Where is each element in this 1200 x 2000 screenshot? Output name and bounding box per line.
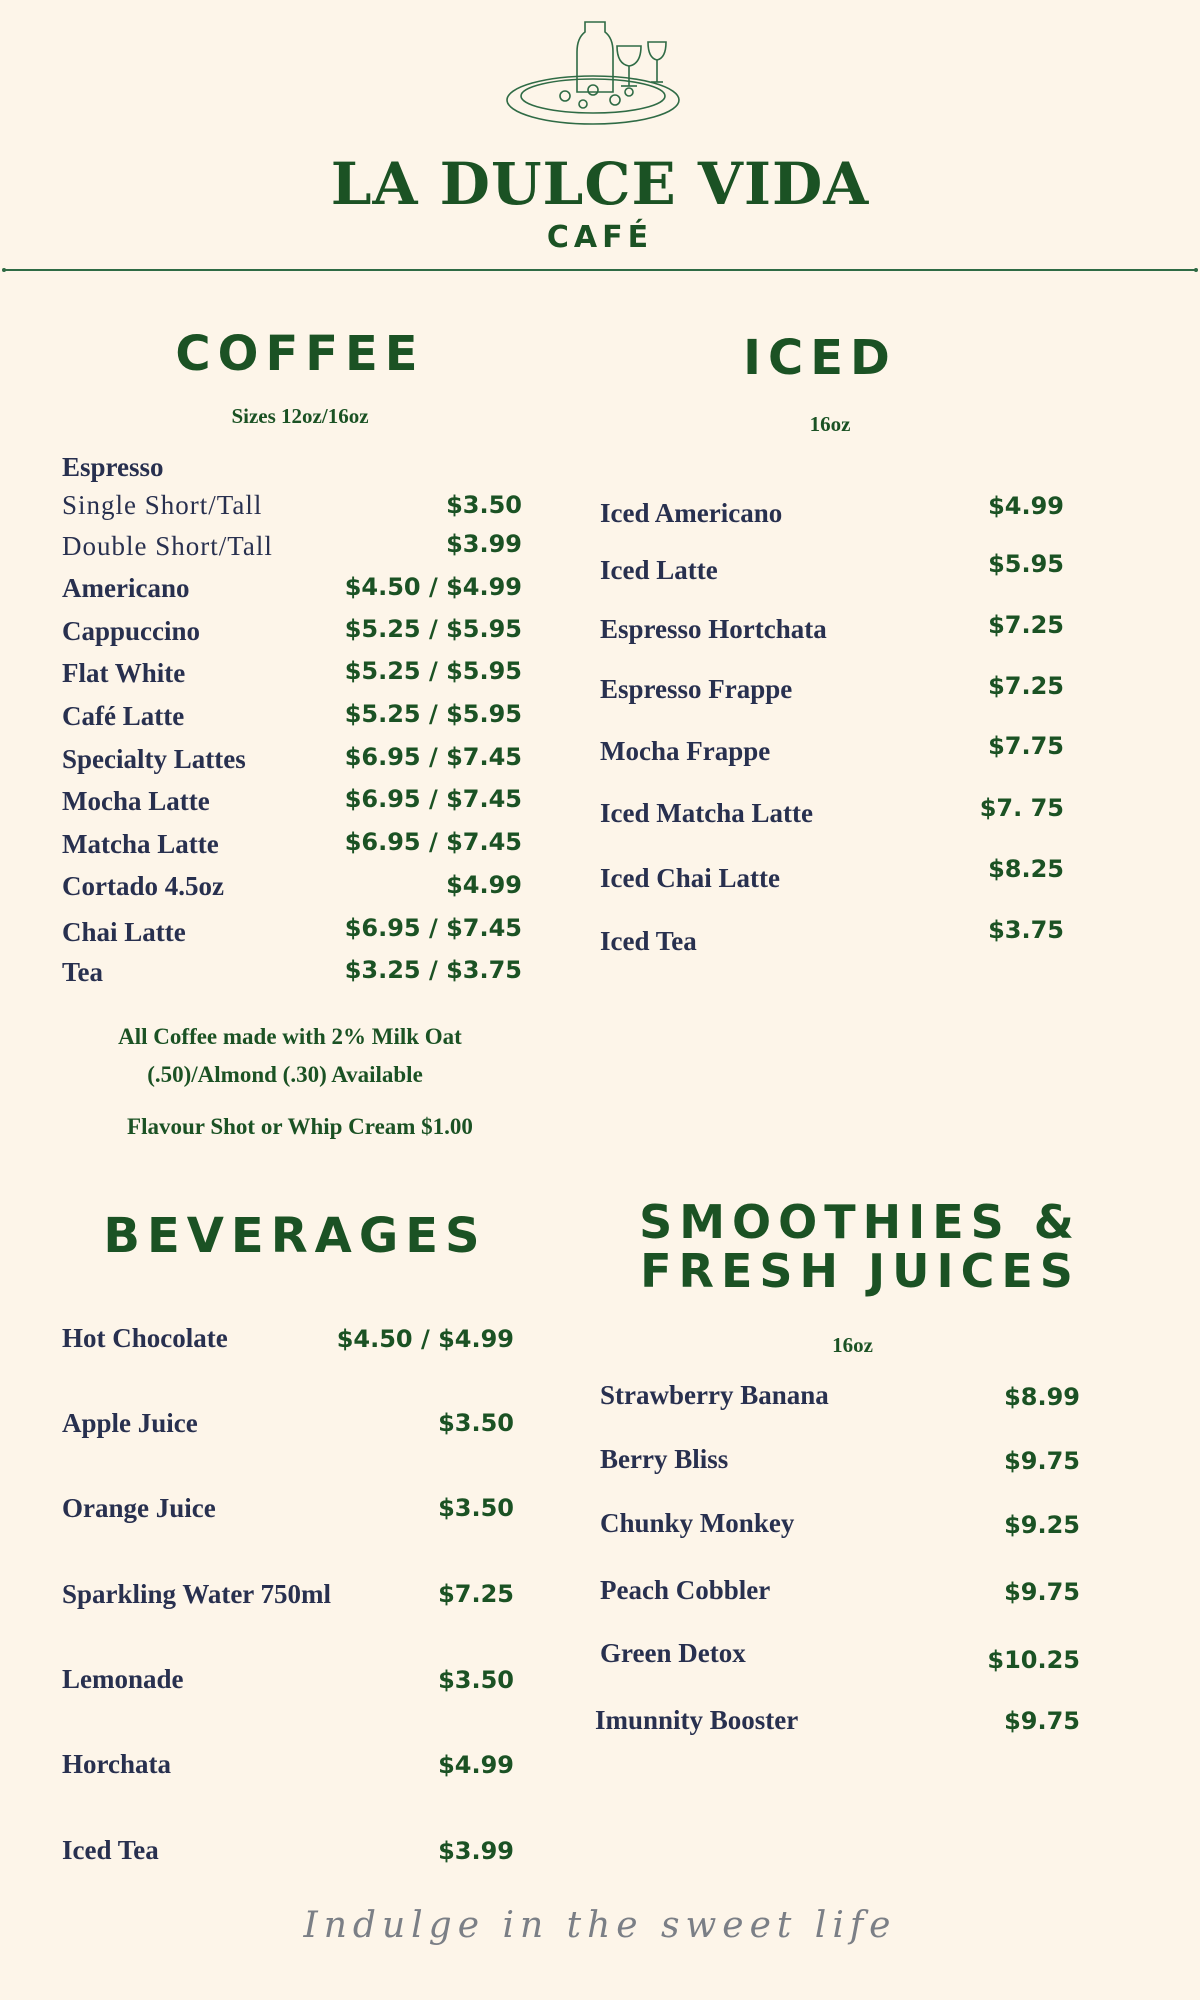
menu-item-name: Sparkling Water 750ml	[62, 1579, 332, 1609]
menu-item-price: $4.50 / $4.99	[336, 1325, 514, 1353]
menu-item-name: Tea	[62, 957, 104, 987]
menu-item-price: $3.50	[438, 1409, 514, 1437]
menu-item-price: $9.25	[1004, 1511, 1080, 1539]
menu-item-price: $6.95 / $7.45	[344, 914, 522, 942]
menu-item-name: Flat White	[62, 658, 186, 688]
menu-item-name: Cappuccino	[62, 616, 201, 646]
header-divider	[0, 268, 1200, 272]
menu-item-name: Matcha Latte	[62, 829, 219, 859]
menu-item-name: Lemonade	[62, 1664, 184, 1694]
menu-item-price: $6.95 / $7.45	[344, 785, 522, 813]
footer-tagline: Indulge in the sweet life	[303, 1905, 897, 1946]
coffee-sizes: Sizes 12oz/16oz	[231, 404, 369, 428]
menu-item-price: $9.75	[1004, 1578, 1080, 1606]
menu-item-price: $8.25	[988, 855, 1064, 883]
menu-item-price: $5.25 / $5.95	[344, 615, 522, 643]
menu-item-price: $5.25 / $5.95	[344, 700, 522, 728]
menu-item-name: Mocha Frappe	[600, 736, 771, 766]
menu-item-price: $6.95 / $7.45	[344, 828, 522, 856]
menu-item-price: $7.75	[988, 732, 1064, 760]
smoothies-size: 16oz	[832, 1333, 873, 1357]
menu-item-name: Strawberry Banana	[600, 1380, 829, 1410]
coffee-title: COFFEE	[175, 326, 425, 382]
menu-item-name: Espresso Frappe	[600, 674, 793, 704]
menu-item-name: Single Short/Tall	[62, 490, 263, 520]
menu-item-name: Hot Chocolate	[62, 1323, 228, 1353]
menu-item-name: Orange Juice	[62, 1493, 216, 1523]
menu-item-price: $9.75	[1004, 1447, 1080, 1475]
menu-item-price: $9.75	[1004, 1707, 1080, 1735]
menu-item-name: Iced Americano	[600, 498, 783, 528]
menu-item-price: $3.50	[446, 491, 522, 519]
menu-item-price: $3.25 / $3.75	[344, 956, 522, 984]
menu-item-name: Espresso	[62, 452, 164, 482]
iced-title: ICED	[743, 330, 897, 386]
menu-item-price: $3.99	[446, 530, 522, 558]
menu-item-name: Espresso Hortchata	[600, 614, 827, 644]
menu-item-name: Specialty Lattes	[62, 744, 246, 774]
menu-item-name: Chunky Monkey	[600, 1508, 795, 1538]
menu-item-name: Iced Matcha Latte	[600, 798, 813, 828]
menu-item-name: Iced Tea	[62, 1835, 159, 1865]
menu-item-name: Iced Latte	[600, 555, 718, 585]
menu-item-name: Iced Chai Latte	[600, 863, 780, 893]
menu-item-price: $3.75	[988, 916, 1064, 944]
menu-item-name: Peach Cobbler	[600, 1575, 771, 1605]
menu-item-name: Imunnity Booster	[595, 1705, 799, 1735]
menu-item-name: Americano	[62, 573, 190, 603]
menu-item-name: Mocha Latte	[62, 786, 210, 816]
menu-item-price: $3.50	[438, 1666, 514, 1694]
beverages-title: BEVERAGES	[103, 1208, 487, 1264]
menu-item-name: Café Latte	[62, 701, 185, 731]
menu-item-name: Apple Juice	[62, 1408, 198, 1438]
smoothies-title: SMOOTHIES &	[639, 1195, 1081, 1249]
menu-item-price: $4.99	[438, 1751, 514, 1779]
milk-note-cont: (.50)/Almond (.30) Available	[147, 1062, 423, 1087]
iced-size: 16oz	[809, 412, 851, 436]
menu-item-price: $4.99	[446, 871, 522, 899]
menu-item-price: $10.25	[987, 1646, 1080, 1674]
menu-item-price: $7.25	[438, 1580, 514, 1608]
menu-item-price: $7. 75	[979, 794, 1064, 822]
cafe-subtitle: CAFÉ	[546, 220, 654, 255]
menu-item-price: $3.99	[438, 1837, 514, 1865]
menu-item-name: Green Detox	[600, 1638, 746, 1668]
menu-item-name: Iced Tea	[600, 926, 697, 956]
menu-item-price: $5.25 / $5.95	[344, 657, 522, 685]
menu-item-price: $5.95	[988, 550, 1064, 578]
menu-item-price: $4.99	[988, 492, 1064, 520]
menu-item-name: Double Short/Tall	[62, 531, 273, 561]
menu-item-price: $3.50	[438, 1494, 514, 1522]
menu-item-price: $7.25	[988, 611, 1064, 639]
menu-item-price: $6.95 / $7.45	[344, 743, 522, 771]
menu-item-price: $7.25	[988, 672, 1064, 700]
cafe-name: LA DULCE VIDA	[330, 150, 870, 218]
smoothies-title-line2: FRESH JUICES	[640, 1244, 1080, 1298]
menu-item-name: Horchata	[62, 1749, 171, 1779]
menu-item-name: Berry Bliss	[600, 1444, 729, 1474]
menu-item-price: $4.50 / $4.99	[344, 573, 522, 601]
milk-note: All Coffee made with 2% Milk Oat	[118, 1024, 462, 1049]
flavour-note: Flavour Shot or Whip Cream $1.00	[127, 1114, 473, 1139]
pizza-and-wine-illustration	[505, 12, 695, 132]
menu-item-name: Chai Latte	[62, 917, 186, 947]
menu-item-price: $8.99	[1004, 1383, 1080, 1411]
menu-item-name: Cortado 4.5oz	[62, 871, 224, 901]
